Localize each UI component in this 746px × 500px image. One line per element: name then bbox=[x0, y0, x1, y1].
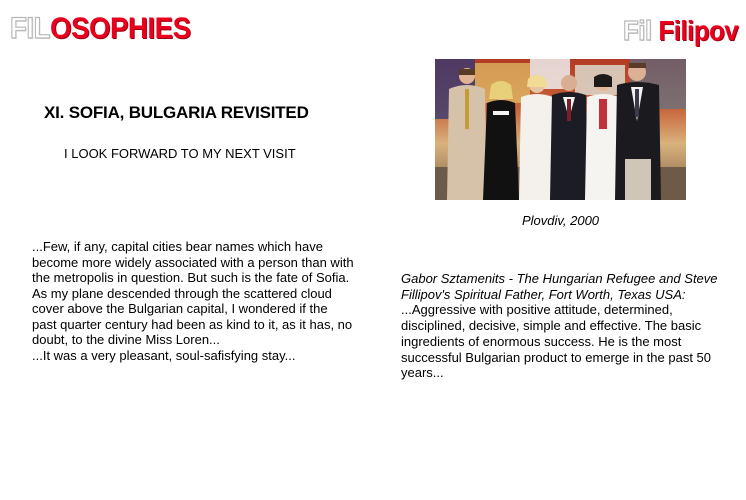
page-subtitle: I LOOK FORWARD TO MY NEXT VISIT bbox=[64, 146, 296, 161]
filosophies-logo[interactable] bbox=[10, 14, 191, 44]
filipov-logo[interactable] bbox=[623, 17, 738, 45]
group-photo-image bbox=[435, 59, 686, 200]
page-title: XI. SOFIA, BULGARIA REVISITED bbox=[44, 103, 309, 122]
logo-red-text: OSOPHIES bbox=[50, 12, 191, 45]
quote-attribution: Gabor Sztamenits - The Hungarian Refugee and Steve Fillipov's Spiritual Father, Fort Worth, Texas USA: bbox=[401, 271, 718, 302]
photo-caption: Plovdiv, 2000 bbox=[521, 213, 600, 228]
paragraph: ...Few, if any, capital cities bear names which have become more widely associated with a person than with the metropolis in question. But such is the fate of Sofia. As my plane descended through the scattered cloud cover above the Bulgarian capital, I wondered if the past quarter century had been as kind to it, as it has, no doubt, to the divine Miss Loren... bbox=[32, 239, 354, 347]
logo-outline-text: FIL bbox=[10, 12, 51, 45]
left-body-text bbox=[32, 239, 354, 363]
logo-red-text: Filipov bbox=[658, 15, 738, 46]
right-body-text bbox=[401, 271, 731, 381]
quote-text: ...Aggressive with positive attitude, determined, disciplined, decisive, simple and effective. The basic ingredients of enormous success. He is the most successful Bulgarian product to emerge in the past 50 years... bbox=[401, 302, 712, 381]
logo-outline-text: Fil bbox=[622, 15, 652, 46]
group-photo bbox=[435, 59, 686, 200]
paragraph: ...It was a very pleasant, soul-safisfying stay... bbox=[32, 347, 296, 363]
